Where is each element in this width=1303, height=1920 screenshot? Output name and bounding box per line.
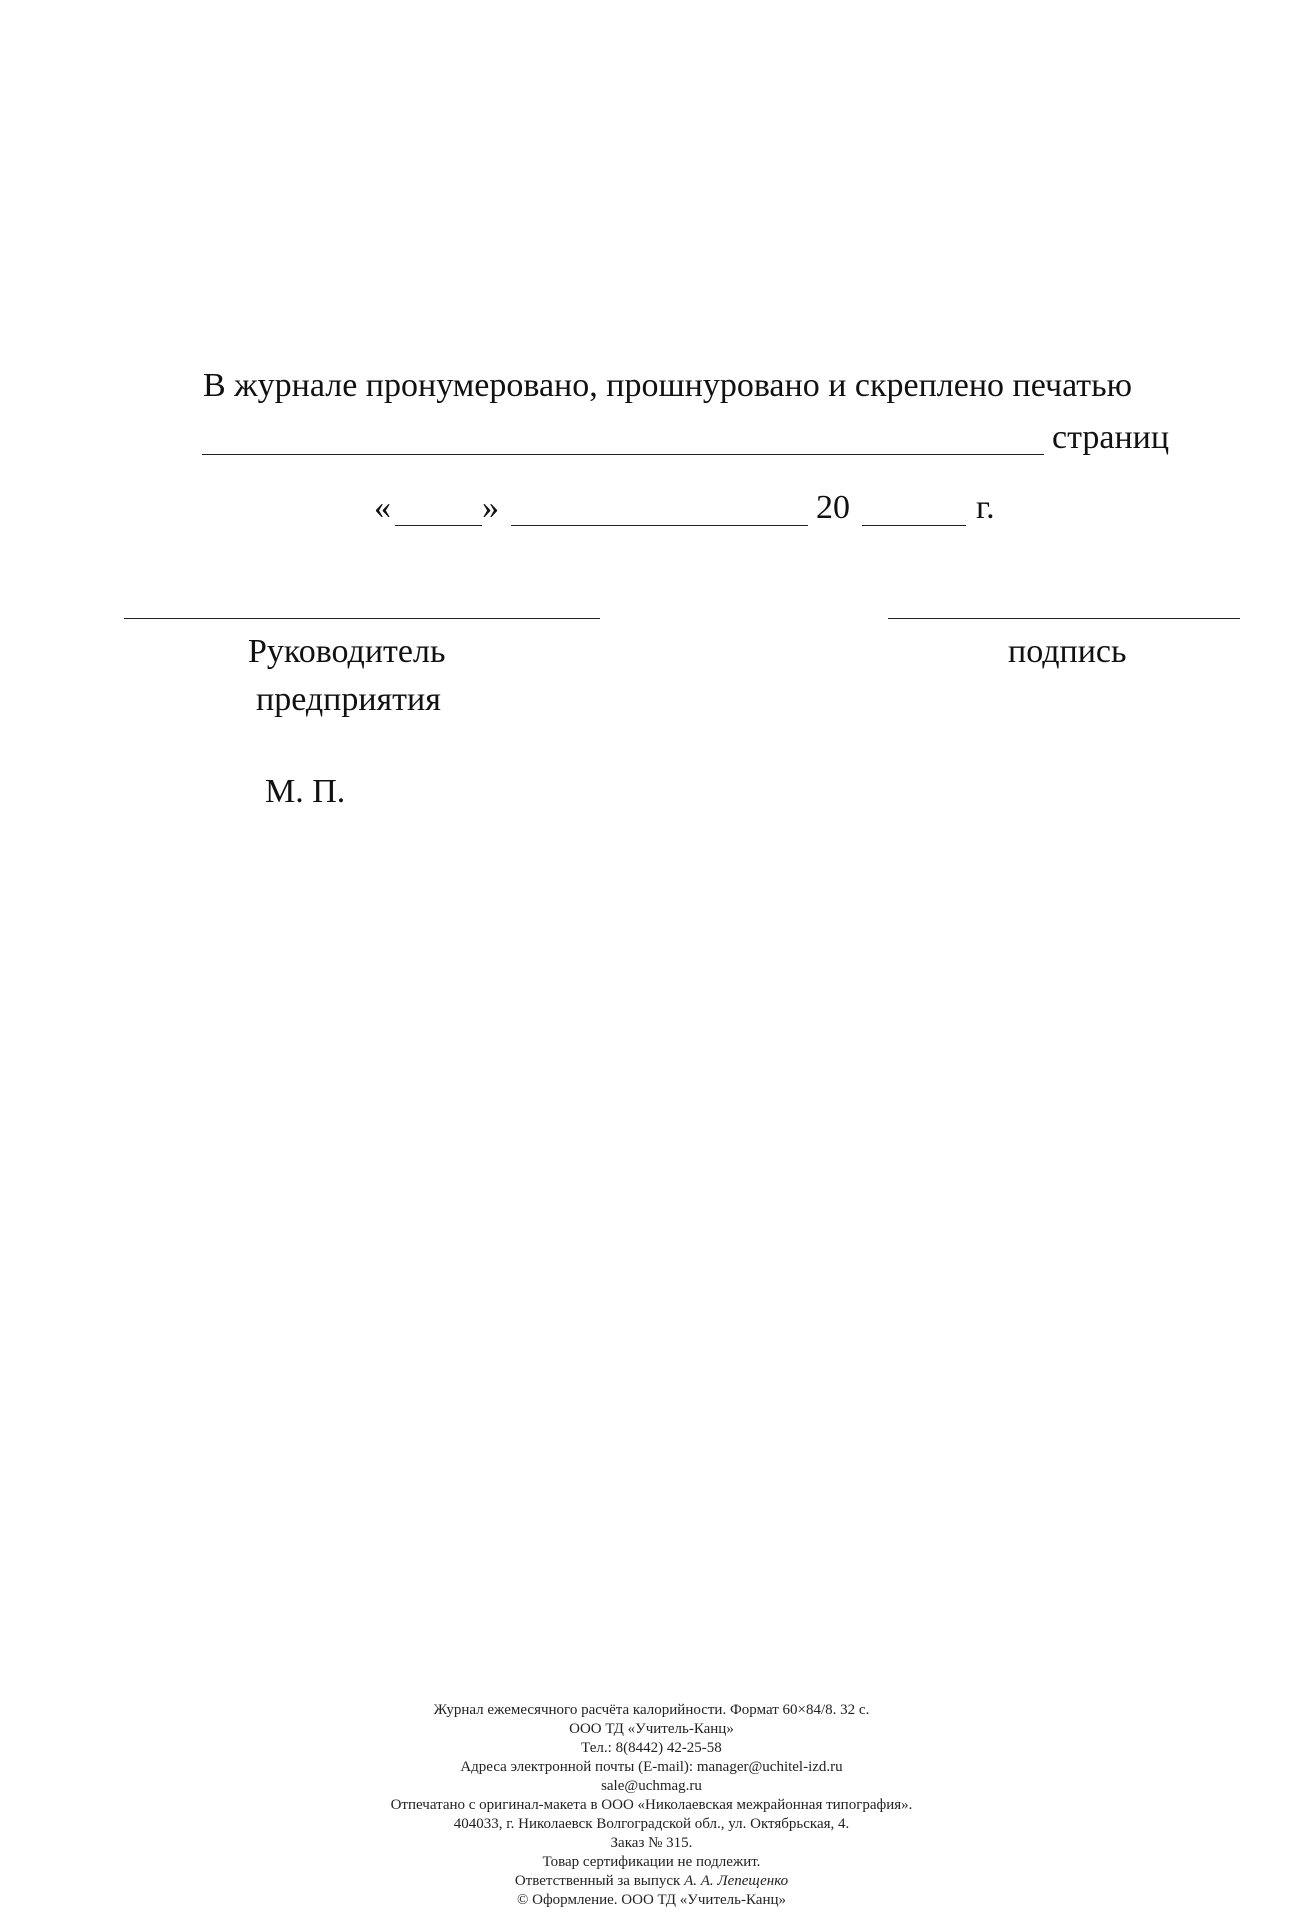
colophon-copyright: © Оформление. ООО ТД «Учитель-Канц» [516,1892,786,1908]
colophon-email-2: sale@uchmag.ru [601,1778,702,1794]
colophon-address: 404033, г. Николаевск Волгоградской обл., ул. Октябрьская, 4. [453,1816,850,1832]
colophon-publisher: ООО ТД «Учитель-Канц» [569,1721,734,1737]
year-blank [862,525,966,526]
manager-label-line2: предприятия [256,681,441,718]
quote-close: » [482,489,499,526]
colophon-order: Заказ № 315. [610,1835,693,1851]
year-prefix: 20 [816,489,850,526]
colophon-responsible-name: А. А. Лепещенко [684,1873,789,1889]
colophon-responsible-prefix: Ответственный за выпуск [514,1873,681,1889]
year-suffix: г. [976,489,995,526]
day-blank [395,525,482,526]
month-blank [511,525,808,526]
manager-label-line1: Руководитель [248,633,446,670]
signature-line [888,618,1240,619]
colophon-phone: Тел.: 8(8442) 42-25-58 [581,1740,722,1756]
manager-signature-line [124,618,600,619]
colophon [0,1701,1303,1910]
signature-label: подпись [1008,633,1127,670]
pages-word: страниц [1052,419,1170,456]
colophon-email: Адреса электронной почты (E-mail): manager@uchitel-izd.ru [460,1759,843,1775]
colophon-responsible [0,1872,1303,1891]
quote-open: « [374,489,391,526]
certification-statement: В журнале пронумеровано, прошнуровано и скреплено печатью [203,367,1133,404]
colophon-printer: Отпечатано с оригинал-макета в ООО «Николаевская межрайонная типография». [390,1797,913,1813]
colophon-certification: Товар сертификации не подлежит. [542,1854,761,1870]
stamp-place-label: М. П. [265,773,346,810]
page-count-blank [202,454,1044,455]
colophon-title-format: Журнал ежемесячного расчёта калорийности. Формат 60×84/8. 32 с. [433,1702,870,1718]
